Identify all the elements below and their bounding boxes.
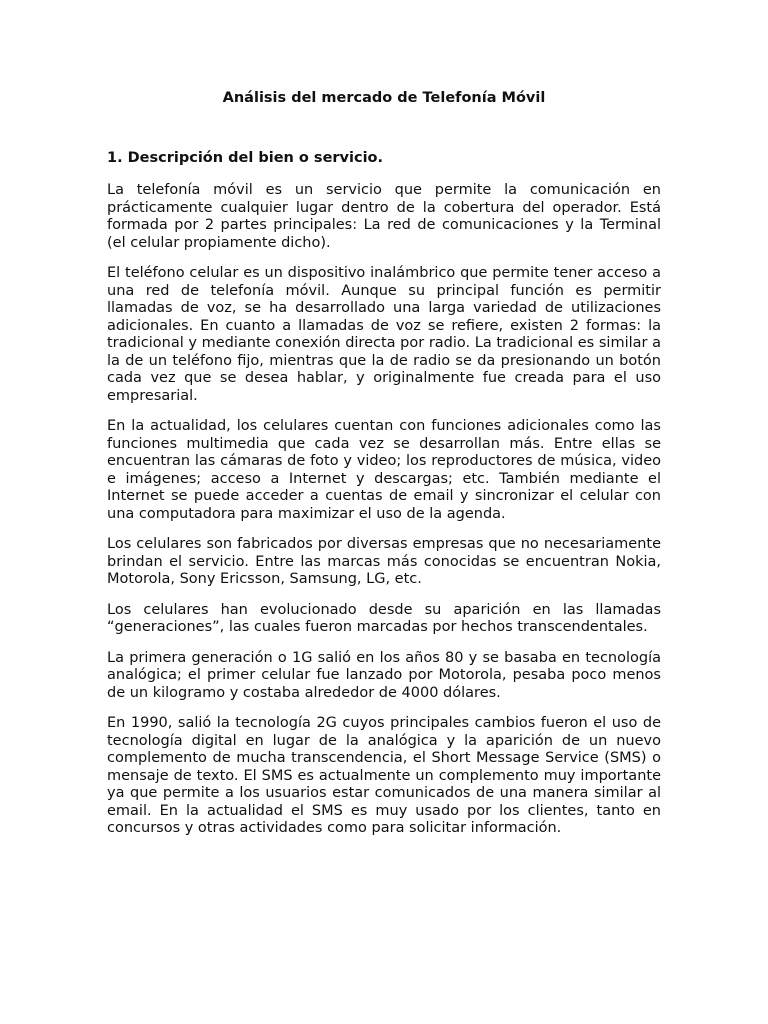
paragraph-3: En la actualidad, los celulares cuentan con funciones adicionales como las funciones multimedia que cada vez se desarrollan más. Entre ellas se encuentran las cámaras de foto y video; los reproductores de música, video e imágenes; acceso a Internet y descargas; etc. También mediante el Internet se puede acceder a cuentas de email y sincronizar el celular con una computadora para maximizar el uso de la agenda. (107, 418, 661, 522)
paragraph-5: Los celulares han evolucionado desde su aparición en las llamadas “generaciones”, las cuales fueron marcadas por hechos transcendentales. (107, 601, 661, 635)
paragraph-7: En 1990, salió la tecnología 2G cuyos principales cambios fueron el uso de tecnología digital en lugar de la analógica y la aparición de un nuevo complemento de mucha transcendencia, el Short Message Service (SMS) o mensaje de texto. El SMS es actualmente un complemento muy importante ya que permite a los usuarios estar comunicados de una manera similar al email. En la actualidad el SMS es muy usado por los clientes, tanto en concursos y otras actividades como para solicitar información. (107, 715, 661, 836)
document-body (107, 88, 661, 851)
paragraph-4: Los celulares son fabricados por diversas empresas que no necesariamente brindan el servicio. Entre las marcas más conocidas se encuentran Nokia, Motorola, Sony Ericsson, Samsung, LG, etc. (107, 536, 661, 587)
paragraph-1: La telefonía móvil es un servicio que permite la comunicación en prácticamente cualquier lugar dentro de la cobertura del operador. Está formada por 2 partes principales: La red de comunicaciones y la Terminal (el celular propiamente dicho). (107, 182, 661, 251)
paragraph-6: La primera generación o 1G salió en los años 80 y se basaba en tecnología analógica; el primer celular fue lanzado por Motorola, pesaba poco menos de un kilogramo y costaba alrededor de 4000 dólares. (107, 649, 661, 701)
document-title: Análisis del mercado de Telefonía Móvil (222, 90, 546, 106)
section-heading: 1. Descripción del bien o servicio. (107, 150, 384, 166)
paragraph-2: El teléfono celular es un dispositivo inalámbrico que permite tener acceso a una red de telefonía móvil. Aunque su principal función es permitir llamadas de voz, se ha desarrollado una larga variedad de utilizaciones adicionales. En cuanto a llamadas de voz se refiere, existen 2 formas: la tradicional y mediante conexión directa por radio. La tradicional es similar a la de un teléfono fijo, mientras que la de radio se da presionando un botón cada vez que se desea hablar, y originalmente fue creada para el uso empresarial. (107, 265, 661, 404)
